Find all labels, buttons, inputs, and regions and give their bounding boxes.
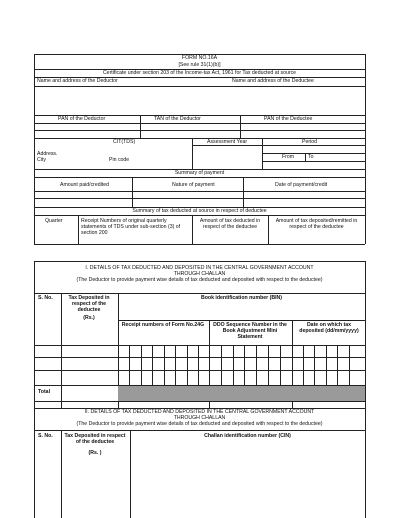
pan-deductor-label: PAN of the Deductor [58, 116, 106, 122]
amount-paid-label: Amount paid/credited [60, 182, 110, 188]
rule-line [175, 345, 176, 385]
period-label: Period [302, 139, 317, 145]
rule-line [34, 215, 365, 216]
rule-line [34, 86, 365, 87]
section1-title: I. DETAILS OF TAX DEDUCTED AND DEPOSITED IN THE CENTRAL GOVERNMENT ACCOUNT [85, 265, 314, 271]
date-payment-label: Date of payment/credit [275, 182, 328, 188]
form-rule: [See rule 31(1)(b)] [178, 62, 221, 68]
rule-line [192, 138, 193, 169]
nature-payment-label: Nature of payment [172, 182, 215, 188]
cit-label: CIT(TDS) [113, 139, 136, 145]
total-label: Total [38, 389, 51, 395]
rule-line [365, 261, 366, 408]
form-title: FORM NO.16A [181, 55, 218, 61]
section2-tax-deposited-header: Tax Deposited in respect of the deductee [64, 433, 126, 445]
rule-line [61, 430, 62, 518]
rule-line [233, 345, 234, 385]
rule-line [262, 153, 365, 154]
pan-deductee-label: PAN of the Deductee [264, 116, 313, 122]
rule-line [34, 191, 365, 192]
rule-line [34, 130, 365, 131]
receipt-24g-header: Receipt numbers of Form No.24G [121, 322, 205, 328]
rule-line [34, 345, 365, 346]
section2-title: II. DETAILS OF TAX DEDUCTED AND DEPOSITED IN THE CENTRAL GOVERNMENT ACCOUNT [84, 409, 315, 415]
to-label: To [308, 154, 314, 160]
rule-line [129, 345, 130, 385]
total-shaded-area [118, 386, 365, 401]
section2-sno-header: S. No. [38, 433, 53, 439]
rule-line [243, 177, 244, 207]
date-deposited-header: Date on which tax deposited (dd/mm/yyyy) [299, 322, 359, 334]
amount-deposited-label: Amount of tax deposited/remitted in respect of the deductee [275, 218, 358, 230]
section2-note: (The Deductor to provide payment wise details of tax deducted and deposited with respect to the deductee) [76, 421, 323, 427]
rule-line [244, 345, 245, 385]
section1-rs-label: (Rs.) [83, 315, 95, 321]
rule-line [268, 345, 269, 385]
rule-line [365, 54, 366, 244]
rule-line [78, 215, 79, 244]
rule-line [164, 345, 165, 385]
rule-line [198, 345, 199, 385]
rule-line [34, 430, 365, 431]
rule-line [192, 145, 365, 146]
deductor-name-label: Name and address of the Deductor [37, 78, 118, 84]
amount-deducted-label: Amount of tax deducted in respect of the deductee [199, 218, 261, 230]
section2-rs-label: (Rs. ) [88, 450, 102, 456]
rule-line [365, 408, 366, 518]
pin-code-label: Pin code [109, 157, 130, 163]
rule-line [221, 345, 222, 385]
rule-line [34, 198, 365, 199]
rule-line [141, 345, 142, 385]
ddo-sequence-header: DDO Sequence Number in the Book Adjustment Mini Statement [213, 322, 287, 340]
rule-line [152, 345, 153, 385]
rule-line [314, 345, 315, 385]
rule-line [256, 345, 257, 385]
section1-note: (The Deductor to provide payment wise details of tax deducted and deposited with respect to the deductee) [76, 277, 323, 283]
rule-line [240, 115, 241, 138]
summary-payment-title: Summary of payment [174, 170, 225, 176]
receipt-numbers-label: Receipt Numbers of original quarterly statements of TDS under sub-section (3) of section 200 [81, 218, 181, 236]
rule-line [303, 345, 304, 385]
rule-line [326, 345, 327, 385]
rule-line [280, 345, 281, 385]
cin-header: Challan identification number (CIN) [204, 433, 291, 439]
rule-line [349, 345, 350, 385]
rule-line [305, 153, 306, 161]
rule-line [132, 177, 133, 207]
rule-line [140, 115, 141, 138]
rule-line [130, 430, 131, 518]
section1-sno-header: S. No. [38, 295, 53, 301]
city-label: City [37, 157, 46, 163]
tan-deductor-label: TAN of the Deductor [154, 116, 201, 122]
section1-title-line2: THROUGH CHALLAN [173, 271, 226, 277]
rule-line [34, 177, 365, 178]
from-label: From [282, 154, 295, 160]
section1-tax-deposited-header: Tax Deposited in respect of the deductee [68, 295, 110, 313]
rule-line [337, 345, 338, 385]
rule-line [34, 244, 365, 245]
rule-line [34, 357, 365, 358]
quarter-label: Quarter [45, 218, 63, 224]
assessment-year-label: Assessment Year [207, 139, 248, 145]
rule-line [34, 261, 365, 262]
certificate-text: Certificate under section 203 of the Income-tax Act, 1961 for Tax deducted at source [102, 70, 297, 76]
rule-line [61, 293, 62, 408]
rule-line [192, 215, 193, 244]
rule-line [34, 123, 365, 124]
rule-line [187, 345, 188, 385]
bin-header: Book identification number (BIN) [201, 295, 282, 301]
section2-title-line2: THROUGH CHALLAN [173, 415, 226, 421]
rule-line [262, 161, 365, 162]
summary-tds-title: Summary of tax deducted at source in respect of deductee [132, 208, 267, 214]
deductee-name-label: Name and address of the Deductee [232, 78, 314, 84]
rule-line [34, 370, 365, 371]
rule-line [34, 293, 365, 294]
address-label: Address. [37, 151, 58, 157]
rule-line [118, 320, 365, 321]
rule-line [34, 401, 365, 402]
rule-line [268, 215, 269, 244]
